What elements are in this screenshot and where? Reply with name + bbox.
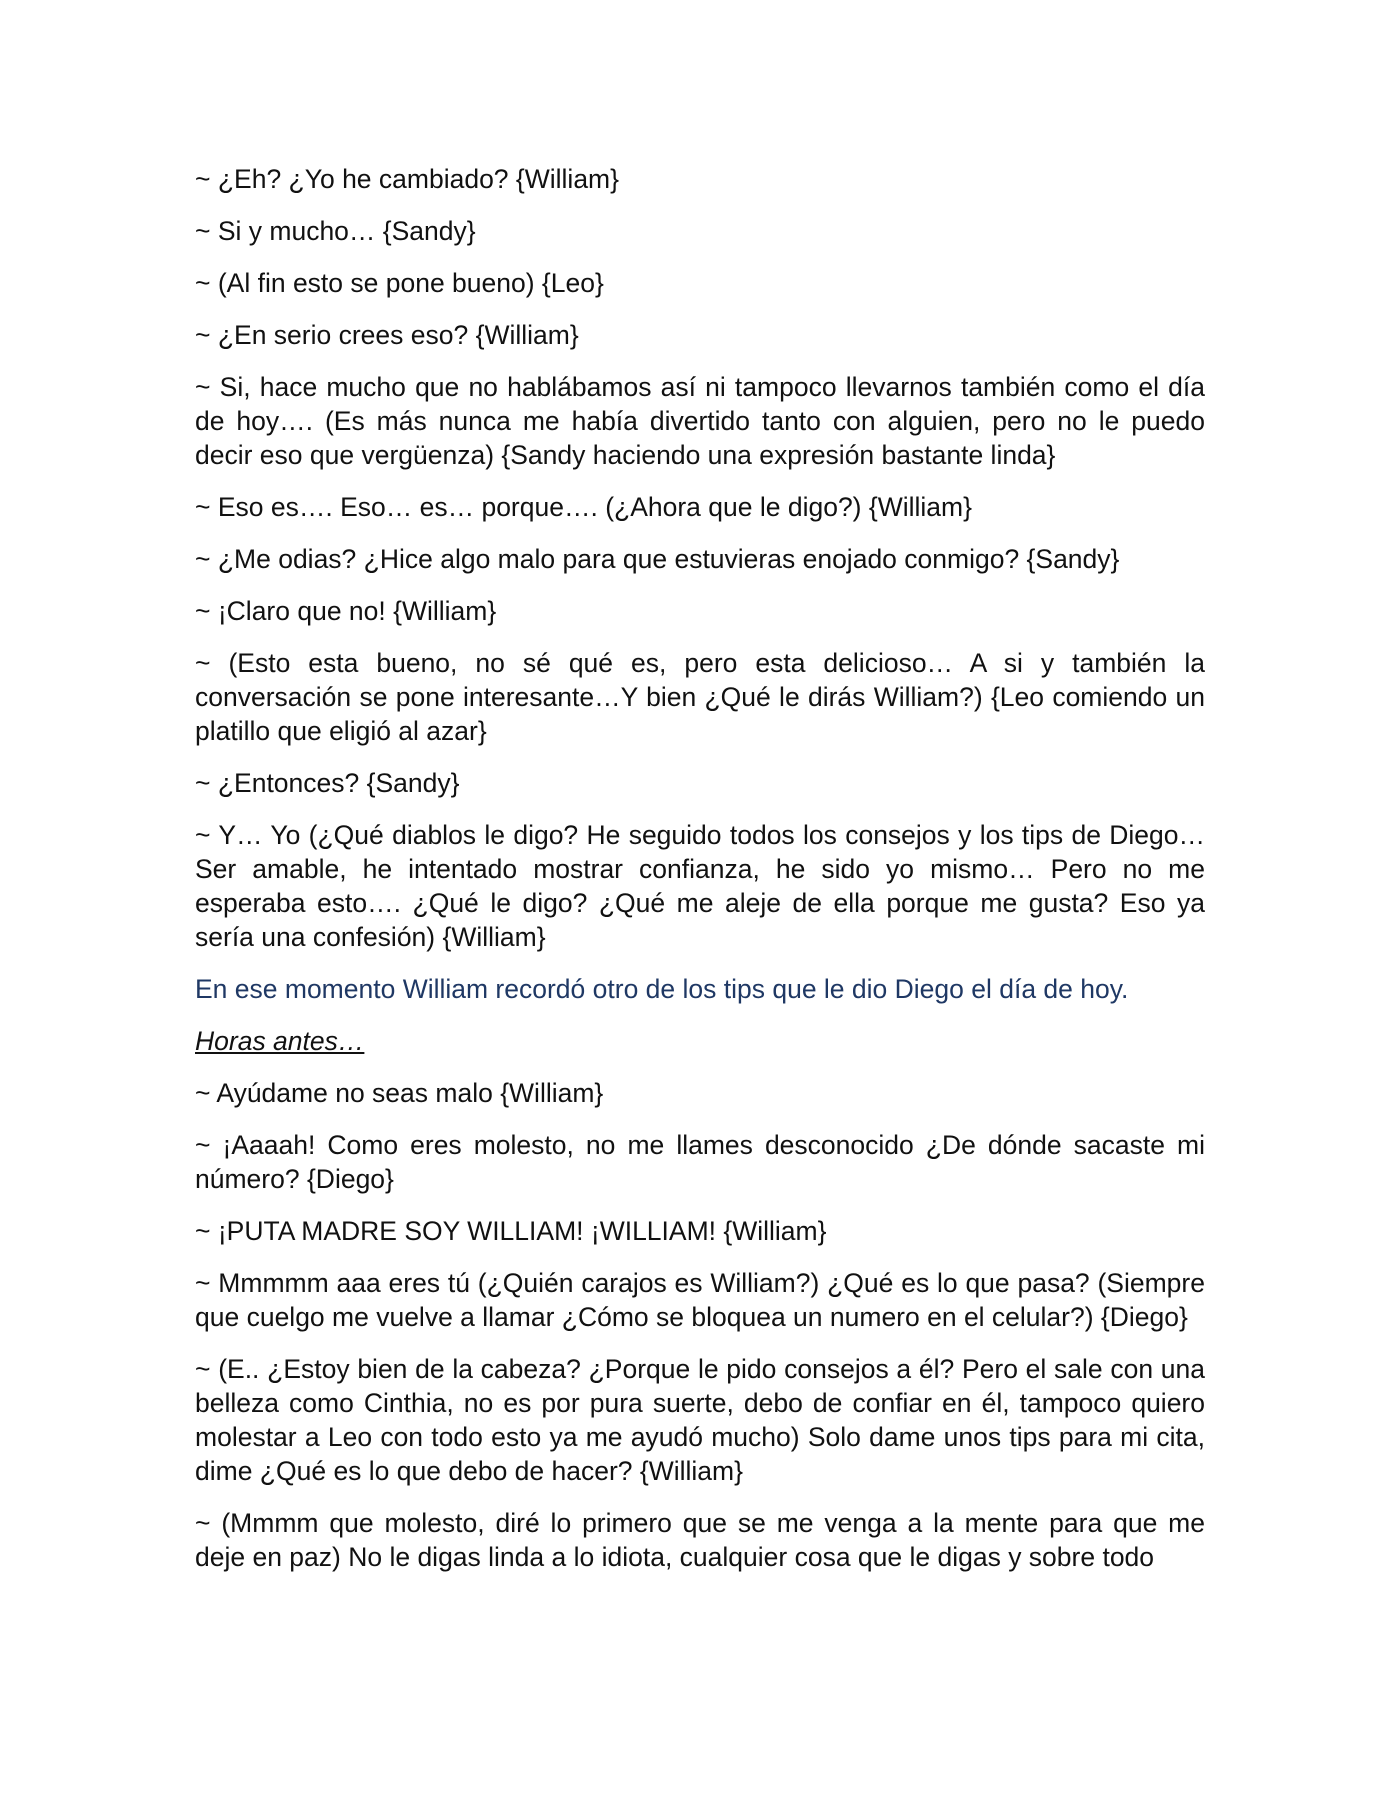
- dialogue-line: ~ ¡Claro que no! {William}: [195, 596, 497, 626]
- scene-heading: Horas antes…: [195, 1026, 365, 1056]
- dialogue-line: ~ Mmmmm aaa eres tú (¿Quién carajos es William?) ¿Qué es lo que pasa? (Siempre que cuelgo me vuelve a llamar ¿Cómo se bloquea un numero en el celular?) {Diego}: [195, 1268, 1205, 1332]
- dialogue-line: ~ Si y mucho… {Sandy}: [195, 216, 476, 246]
- dialogue-line: ~ ¿Eh? ¿Yo he cambiado? {William}: [195, 164, 619, 194]
- dialogue-line: ~ (Al fin esto se pone bueno) {Leo}: [195, 268, 604, 298]
- document-page: [195, 162, 1205, 1592]
- dialogue-line: ~ Si, hace mucho que no hablábamos así ni tampoco llevarnos también como el día de hoy…. (Es más nunca me había divertido tanto con alguien, pero no le puedo decir eso que vergüenza) {Sandy haciendo una expresión bastante linda}: [195, 372, 1205, 470]
- dialogue-line: ~ Eso es…. Eso… es… porque…. (¿Ahora que le digo?) {William}: [195, 492, 972, 522]
- dialogue-line: ~ ¿Entonces? {Sandy}: [195, 768, 460, 798]
- dialogue-line: ~ ¿Me odias? ¿Hice algo malo para que estuvieras enojado conmigo? {Sandy}: [195, 544, 1120, 574]
- dialogue-line: ~ ¡Aaaah! Como eres molesto, no me llames desconocido ¿De dónde sacaste mi número? {Diego}: [195, 1130, 1205, 1194]
- dialogue-line: ~ (Esto esta bueno, no sé qué es, pero esta delicioso… A si y también la conversación se pone interesante…Y bien ¿Qué le dirás William?) {Leo comiendo un platillo que eligió al azar}: [195, 648, 1205, 746]
- dialogue-line: ~ ¿En serio crees eso? {William}: [195, 320, 579, 350]
- dialogue-line: ~ (Mmmm que molesto, diré lo primero que se me venga a la mente para que me deje en paz) No le digas linda a lo idiota, cualquier cosa que le digas y sobre todo: [195, 1508, 1205, 1572]
- dialogue-line: ~ Ayúdame no seas malo {William}: [195, 1078, 604, 1108]
- dialogue-line: ~ ¡PUTA MADRE SOY WILLIAM! ¡WILLIAM! {William}: [195, 1216, 827, 1246]
- dialogue-line: ~ (E.. ¿Estoy bien de la cabeza? ¿Porque le pido consejos a él? Pero el sale con una belleza como Cinthia, no es por pura suerte, debo de confiar en él, tampoco quiero molestar a Leo con todo esto ya me ayudó mucho) Solo dame unos tips para mi cita, dime ¿Qué es lo que debo de hacer? {William}: [195, 1354, 1205, 1486]
- dialogue-line: ~ Y… Yo (¿Qué diablos le digo? He seguido todos los consejos y los tips de Diego… Ser amable, he intentado mostrar confianza, he sido yo mismo… Pero no me esperaba esto…. ¿Qué le digo? ¿Qué me aleje de ella porque me gusta? Eso ya sería una confesión) {William}: [195, 820, 1205, 952]
- narration-line: En ese momento William recordó otro de los tips que le dio Diego el día de hoy.: [195, 974, 1129, 1004]
